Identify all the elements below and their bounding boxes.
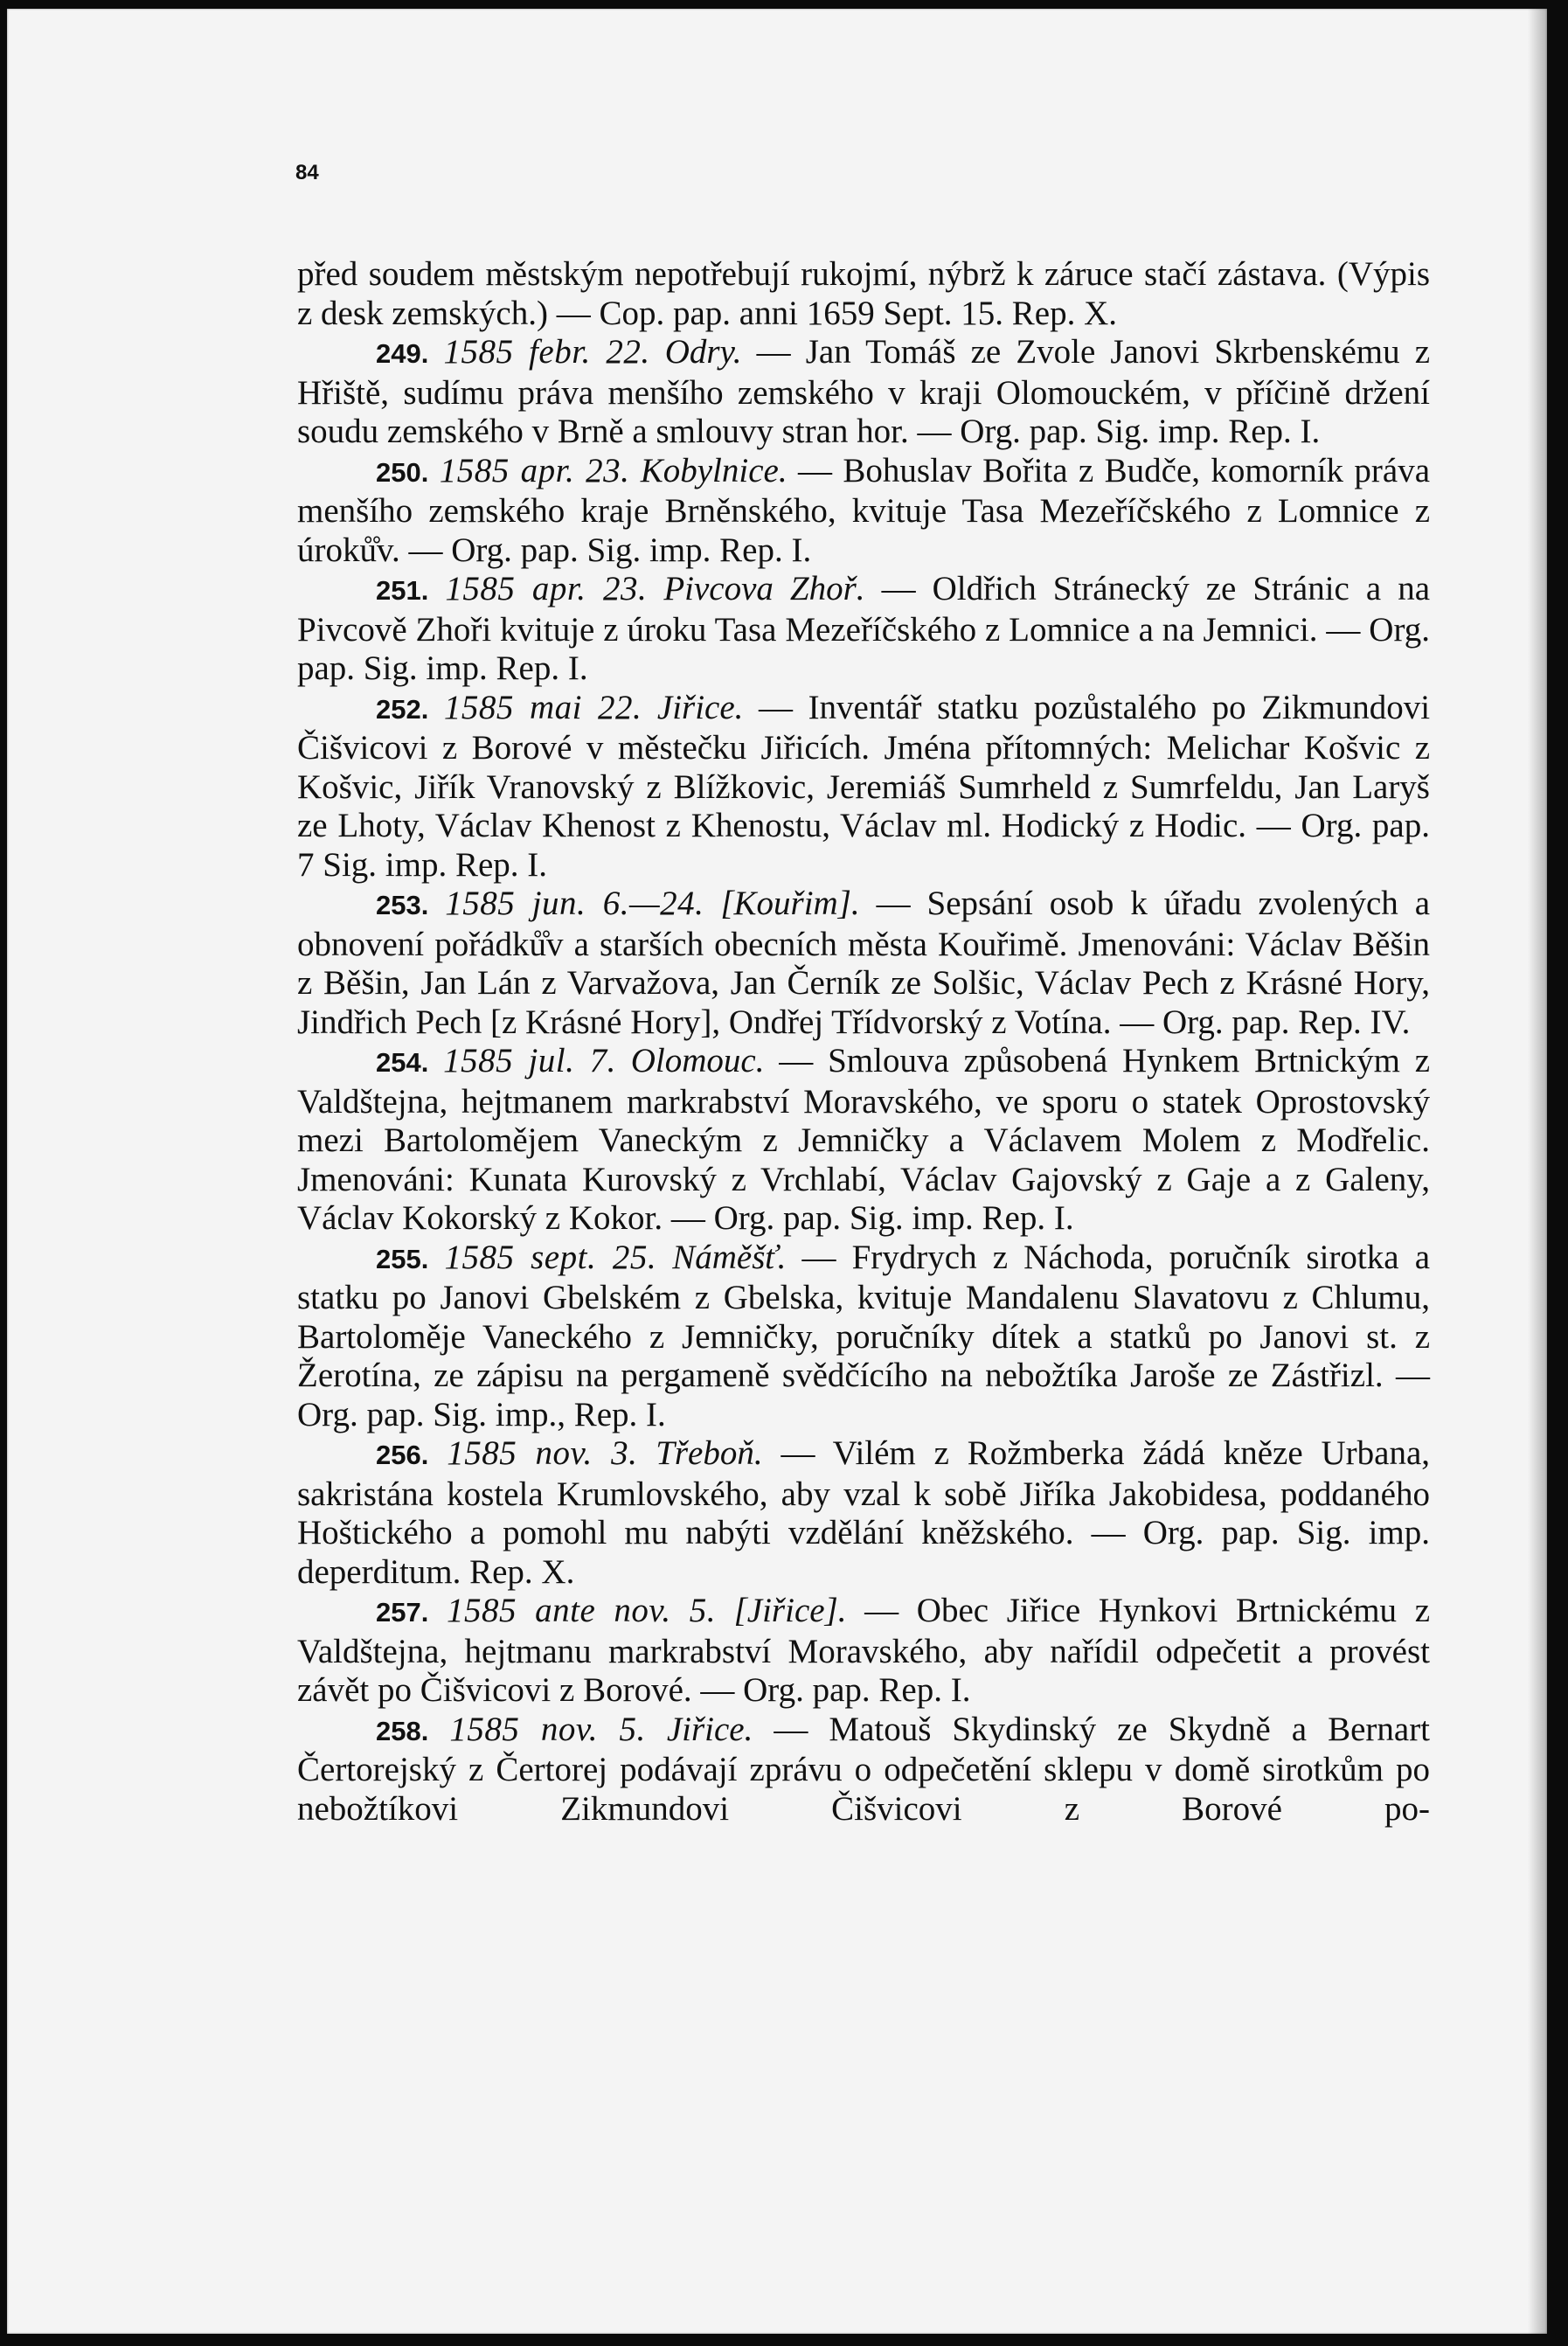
entry-place: Jiřice. — [666, 1710, 753, 1748]
document-body — [297, 255, 1430, 1829]
entry-date: 1585 mai 22. — [443, 688, 642, 726]
entry-text: — Inventář statku pozůstalého po Zikmundovi Čišvicovi z Borové v městečku Jiřicích. Jména přítomných: Melichar Košvic z Košvic, Jiřík Vranovský z Blížkovic, Jeremiáš Sumrheld z Sumrfeldu, Jan Laryš ze Lhoty, Václav Khenost z Khenostu, Václav ml. Hodický z Hodic. — Org. pap. 7 Sig. imp. Rep. I. — [297, 688, 1431, 884]
entry-number: 254. — [376, 1047, 429, 1078]
entry-place: [Kouřim]. — [720, 885, 860, 922]
entry-place: Jiřice. — [656, 688, 744, 726]
entry-249 — [297, 333, 1430, 452]
entry-place: Náměšť. — [672, 1238, 787, 1276]
entry-number: 256. — [376, 1440, 429, 1470]
entry-place: Pivcova Zhoř. — [663, 570, 865, 607]
entry-number: 255. — [376, 1243, 429, 1274]
entry-date: 1585 apr. 23. — [445, 570, 648, 607]
entry-number: 251. — [376, 575, 429, 606]
entry-place: Třeboň. — [656, 1434, 763, 1472]
entry-date: 1585 ante nov. 5. — [446, 1592, 716, 1629]
entry-text: — Jan Tomáš ze Zvole Janovi Skrbenskému z Hřiště, sudímu práva menšího zemského v kraji Olomouckém, v příčině držení soudu zemského v Brně a smlouvy stran hor. — Org. pap. Sig. imp. Rep. I. — [297, 333, 1431, 450]
entry-text: — Frydrych z Náchoda, poručník sirotka a statku po Janovi Gbelském z Gbelska, kvituje Mandalenu Slavatovu z Chlumu, Bartoloměje Vaneckého z Jemničky, poručníky dítek a statků po Janovi st. z Žerotína, ze zápisu na pergameně svědčícího na nebožtíka Jaroše ze Zástřizl. — Org. pap. Sig. imp., Rep. I. — [297, 1238, 1431, 1433]
entry-date: 1585 jul. 7. — [443, 1042, 616, 1079]
entry-number: 258. — [376, 1715, 429, 1746]
entry-place: Odry. — [664, 333, 742, 371]
entry-257 — [297, 1592, 1430, 1711]
entry-text: — Matouš Skydinský ze Skydně a Bernart Čertorejský z Čertorej podávají zprávu o odpečetění sklepu v domě sirotkům po nebožtíkovi Zikmundovi Čišvicovi z Borové po- — [297, 1710, 1431, 1828]
entry-250 — [297, 452, 1430, 571]
entry-date: 1585 jun. 6.—24. — [445, 885, 704, 922]
entry-number: 257. — [376, 1597, 429, 1628]
entry-number: 250. — [376, 456, 429, 488]
entry-text: — Oldřich Stránecký ze Stránic a na Pivcově Zhoři kvituje z úroku Tasa Mezeříčského z Lomnice a na Jemnici. — Org. pap. Sig. imp. Rep. I. — [297, 570, 1431, 687]
page-edge-shadow — [1528, 9, 1547, 2334]
entry-place: Olomouc. — [630, 1042, 765, 1079]
entry-256 — [297, 1434, 1430, 1592]
entry-text: — Smlouva způsobená Hynkem Brtnickým z Valdštejna, hejtmanem markrabství Moravského, ve sporu o statek Oprostovský mezi Bartolomějem Vaneckým z Jemničky a Václavem Molem z Modřelic. Jmenováni: Kunata Kurovský z Vrchlabí, Václav Gajovský z Gaje a z Galeny, Václav Kokorský z Kokor. — Org. pap. Sig. imp. Rep. I. — [297, 1042, 1431, 1237]
entry-number: 253. — [376, 890, 429, 920]
entry-text: — Vilém z Rožmberka žádá kněze Urbana, sakristána kostela Krumlovského, aby vzal k sobě Jiříka Jakobidesa, poddaného Hoštického a pomohl mu nabýti vzdělání kněžského. — Org. pap. Sig. imp. deperditum. Rep. X. — [297, 1434, 1430, 1591]
entry-date: 1585 nov. 3. — [447, 1434, 638, 1472]
entry-text: — Obec Jiřice Hynkovi Brtnickému z Valdštejna, hejtmanu markrabství Moravského, aby nařídil odpečetit a provést závět po Čišvicovi z Borové. — Org. pap. Rep. I. — [297, 1592, 1431, 1709]
entry-255 — [297, 1239, 1430, 1435]
entry-251 — [297, 570, 1430, 689]
entry-date: 1585 sept. 25. — [444, 1238, 657, 1276]
entry-place: Kobylnice. — [640, 451, 787, 489]
entry-number: 249. — [376, 338, 429, 369]
entry-text: — Sepsání osob k úřadu zvolených a obnovení pořádků̊v a starších obecních města Kouřimě. Jmenováni: Václav Běšin z Běšin, Jan Lán z Varvažova, Jan Černík ze Solšic, Václav Pech z Krásné Hory, Jindřich Pech [z Krásné Hory], Ondřej Třídvorský z Votína. — Org. pap. Rep. IV. — [297, 885, 1431, 1041]
entry-254 — [297, 1042, 1430, 1239]
entry-253 — [297, 885, 1430, 1042]
entry-number: 252. — [376, 693, 429, 725]
entry-252 — [297, 689, 1430, 885]
intro-paragraph: před soudem městským nepotřebují rukojmí, nýbrž k záruce stačí zástava. (Výpis z desk zemských.) — Cop. pap. anni 1659 Sept. 15. Rep. X. — [297, 255, 1430, 332]
entry-date: 1585 nov. 5. — [449, 1710, 646, 1748]
scanned-page — [7, 9, 1547, 2334]
page-number: 84 — [295, 161, 319, 184]
entry-text: — Bohuslav Bořita z Budče, komorník práva menšího zemského kraje Brněnského, kvituje Tasa Mezeříčského z Lomnice z úroků̊v. — Org. pap. Sig. imp. Rep. I. — [297, 451, 1431, 569]
entry-place: [Jiřice]. — [733, 1592, 847, 1629]
entry-date: 1585 febr. 22. — [443, 333, 650, 371]
entry-date: 1585 apr. 23. — [439, 451, 630, 489]
entry-258 — [297, 1711, 1430, 1829]
